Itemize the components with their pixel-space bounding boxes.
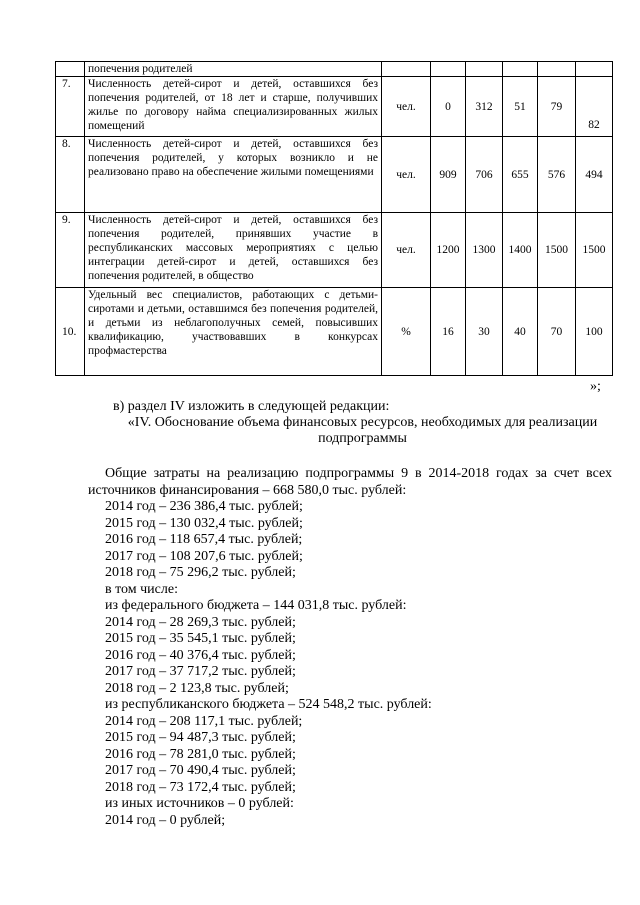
list-item: 2016 год – 40 376,4 тыс. рублей; xyxy=(105,647,296,663)
list-item: 2015 год – 130 032,4 тыс. рублей; xyxy=(105,515,303,531)
table-cell-value: 30 xyxy=(466,288,503,376)
list-item: 2014 год – 28 269,3 тыс. рублей; xyxy=(105,614,296,630)
table-cell-value: 706 xyxy=(466,137,503,213)
table-cell-value: 40 xyxy=(503,288,538,376)
table-cell-num: 7. xyxy=(56,77,85,137)
table-row xyxy=(56,77,613,137)
table-cell-num: 9. xyxy=(56,213,85,288)
list-item: 2018 год – 73 172,4 тыс. рублей; xyxy=(105,779,296,795)
table-cell-value: 16 xyxy=(431,288,466,376)
table-cell-value: 494 xyxy=(576,137,613,213)
list-item: 2014 год – 236 386,4 тыс. рублей; xyxy=(105,499,303,514)
list-item: 2018 год – 2 123,8 тыс. рублей; xyxy=(105,680,289,696)
table-cell-value: 100 xyxy=(576,288,613,376)
table-cell-value: 51 xyxy=(503,77,538,137)
list-item: в том числе: xyxy=(105,581,178,597)
table-cell-value: 82 xyxy=(576,77,613,137)
table-cell-value: 1200 xyxy=(431,213,466,288)
section-heading: «IV. Обоснование объема финансовых ресурсов, необходимых для реализации подпрограммы xyxy=(127,415,598,446)
table-cell-text: Численность детей-сирот и детей, оставшихся без попечения родителей, от 18 лет и старше, получивших жилье по договору найма специализированных жилых помещений xyxy=(85,77,382,137)
table-cell-text: попечения родителей xyxy=(85,62,382,77)
list-item: 2014 год – 208 117,1 тыс. рублей; xyxy=(105,713,303,729)
table-cell-unit: чел. xyxy=(382,137,431,213)
closing-quote: »; xyxy=(590,379,601,394)
table-cell-value: 576 xyxy=(538,137,576,213)
indicators-table xyxy=(55,61,613,376)
table-cell-value: 1400 xyxy=(503,213,538,288)
table-cell-value: 655 xyxy=(503,137,538,213)
list-item: 2016 год – 78 281,0 тыс. рублей; xyxy=(105,746,296,762)
table-cell-unit: чел. xyxy=(382,77,431,137)
table-row xyxy=(56,137,613,213)
table-row xyxy=(56,62,613,77)
table-cell-value: 1500 xyxy=(538,213,576,288)
list-item: 2015 год – 94 487,3 тыс. рублей; xyxy=(105,730,296,745)
table-row xyxy=(56,288,613,376)
table-cell-value: 0 xyxy=(431,77,466,137)
table-cell-value: 312 xyxy=(466,77,503,137)
table-cell-text: Удельный вес специалистов, работающих с детьми-сиротами и детьми, оставшимся без попечения родителей, и детьми из неблагополучных семей, повысивших квалификацию, участвовавших в конкурсах профмастерства xyxy=(85,288,382,376)
table-row xyxy=(56,213,613,288)
list-item: 2018 год – 75 296,2 тыс. рублей; xyxy=(105,565,296,580)
funding-list xyxy=(105,499,432,829)
table-cell-value: 70 xyxy=(538,288,576,376)
list-item: 2014 год – 0 рублей; xyxy=(105,812,226,828)
table-cell-num: 8. xyxy=(56,137,85,213)
table-cell-value: 79 xyxy=(538,77,576,137)
table-cell-value: 1300 xyxy=(466,213,503,288)
table-cell-value: 909 xyxy=(431,137,466,213)
list-item: 2017 год – 70 490,4 тыс. рублей; xyxy=(105,763,296,778)
list-item: из иных источников – 0 рублей: xyxy=(105,796,294,811)
section-instruction: в) раздел IV изложить в следующей редакции: xyxy=(113,399,390,414)
list-item: из республиканского бюджета – 524 548,2 тыс. рублей: xyxy=(105,697,432,712)
table-cell-value: 1500 xyxy=(576,213,613,288)
table-cell-num: 10. xyxy=(56,288,85,376)
list-item: 2016 год – 118 657,4 тыс. рублей; xyxy=(105,532,303,547)
list-item: 2017 год – 108 207,6 тыс. рублей; xyxy=(105,548,303,564)
list-item: 2017 год – 37 717,2 тыс. рублей; xyxy=(105,664,296,679)
table-cell-unit: чел. xyxy=(382,213,431,288)
table-cell-text: Численность детей-сирот и детей, оставшихся без попечения родителей, принявших участие в республиканских массовых мероприятиях с целью интеграции детей-сирот и детей, оставшихся без попечения родителей, в общество xyxy=(85,213,382,288)
table-cell-text: Численность детей-сирот и детей, оставшихся без попечения родителей, у которых возникло и не реализовано право на обеспечение жилыми помещениями xyxy=(85,137,382,213)
intro-paragraph: Общие затраты на реализацию подпрограммы 9 в 2014-2018 годах за счет всех источников финансирования – 668 580,0 тыс. рублей: xyxy=(88,466,612,498)
list-item: из федерального бюджета – 144 031,8 тыс. рублей: xyxy=(105,598,407,613)
table-cell-unit: % xyxy=(382,288,431,376)
list-item: 2015 год – 35 545,1 тыс. рублей; xyxy=(105,631,296,646)
